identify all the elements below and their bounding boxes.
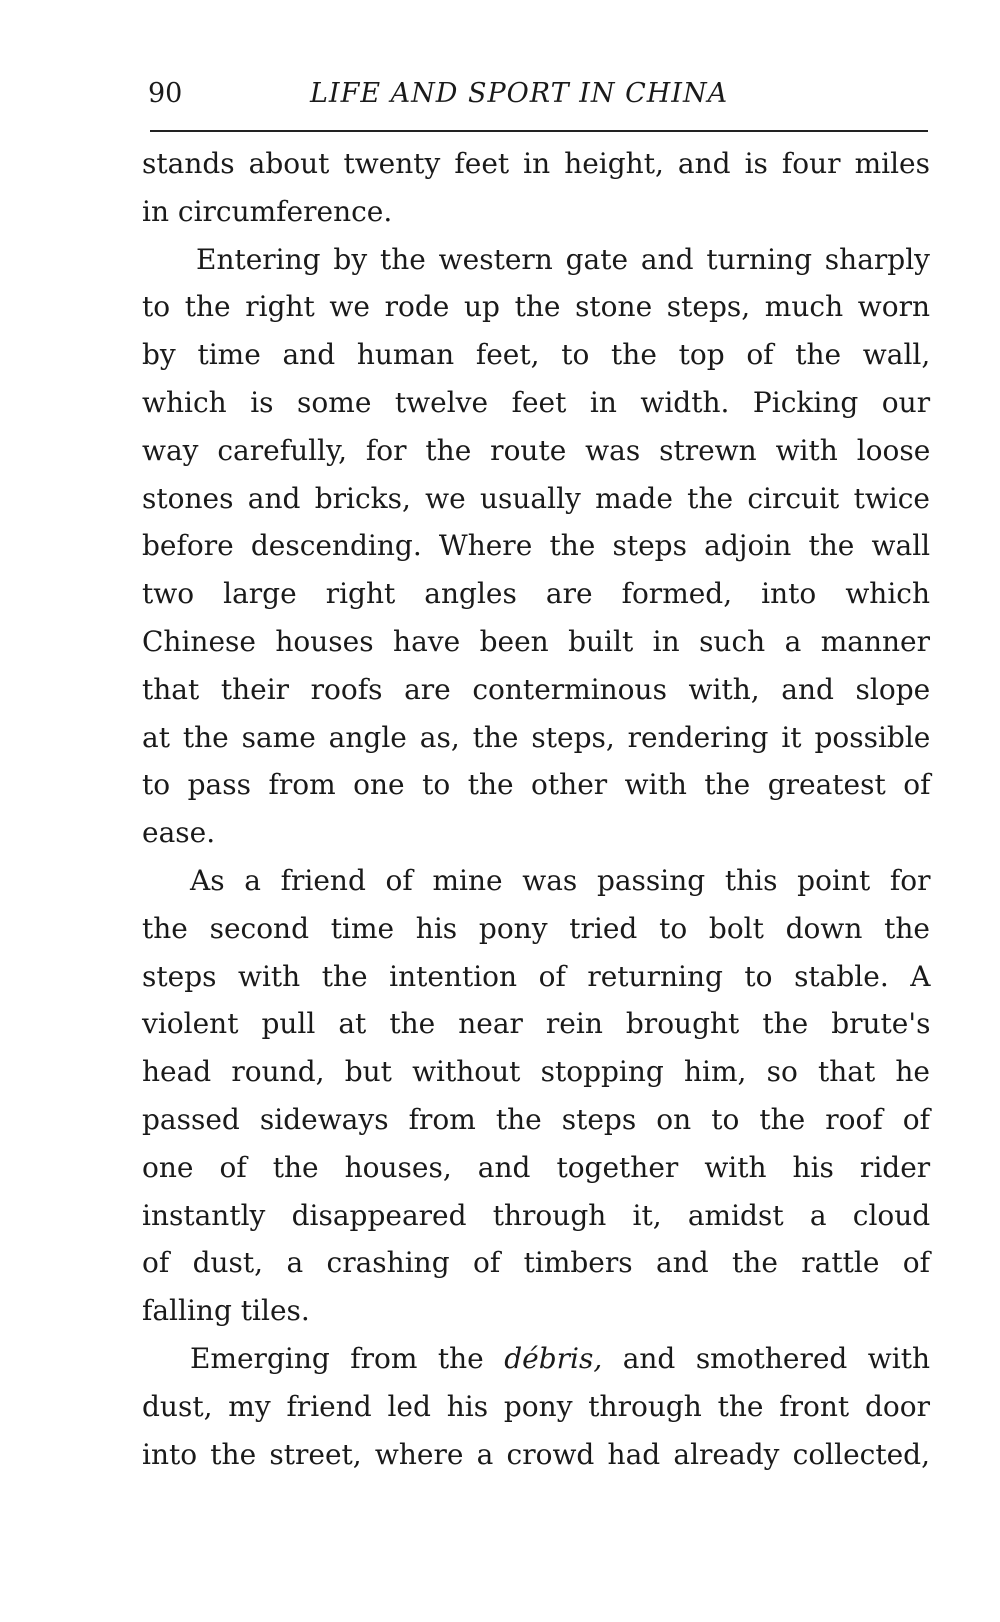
text-line: ease.: [142, 816, 216, 850]
text-line: by time and human feet, to the top of the wall,: [142, 338, 931, 372]
text-line: which is some twelve feet in width. Picking our: [142, 385, 931, 419]
text-line: violent pull at the near rein brought the brute's: [142, 1007, 931, 1041]
text-line: two large right angles are formed, into which: [142, 577, 930, 611]
text-line: that their roofs are conterminous with, and slope: [142, 672, 931, 706]
paragraph-4: [142, 1335, 930, 1478]
text-line: one of the houses, and together with his rider: [142, 1150, 931, 1184]
text-line: stones and bricks, we usually made the circuit twice: [142, 481, 930, 515]
text-fragment: Emerging from the: [190, 1341, 505, 1375]
text-line: to the right we rode up the stone steps, much worn: [142, 290, 930, 324]
running-title: LIFE AND SPORT IN CHINA: [310, 78, 729, 109]
paragraph-1: [142, 140, 930, 236]
text-line: steps with the intention of returning to stable. A: [142, 959, 931, 993]
italic-word: débris,: [504, 1341, 603, 1375]
paragraph-2: [142, 236, 930, 857]
text-line: head round, but without stopping him, so that he: [142, 1055, 930, 1089]
text-line: Chinese houses have been built in such a manner: [142, 624, 930, 658]
text-fragment: and smothered with: [602, 1341, 931, 1375]
page-header: [148, 74, 928, 114]
text-line: before descending. Where the steps adjoin the wall: [142, 529, 931, 563]
text-line: passed sideways from the steps on to the roof of: [142, 1102, 930, 1136]
text-line: instantly disappeared through it, amidst a cloud: [142, 1198, 931, 1232]
text-line: to pass from one to the other with the greatest of: [142, 768, 931, 802]
text-line: As a friend of mine was passing this point for: [190, 863, 931, 897]
text-line: into the street, where a crowd had already collected,: [142, 1437, 930, 1471]
text-line: [142, 1335, 930, 1383]
header-rule: [150, 130, 928, 132]
text-line: the second time his pony tried to bolt down the: [142, 911, 930, 945]
text-line: in circumference.: [142, 194, 393, 228]
body-text: [142, 140, 930, 1478]
text-line: way carefully, for the route was strewn with loose: [142, 433, 931, 467]
text-line: at the same angle as, the steps, rendering it possible: [142, 720, 931, 754]
text-line: stands about twenty feet in height, and is four miles: [142, 147, 930, 180]
paragraph-3: [142, 857, 930, 1335]
text-line: of dust, a crashing of timbers and the rattle of: [142, 1246, 930, 1280]
text-line: falling tiles.: [142, 1294, 310, 1328]
text-line: dust, my friend led his pony through the front door: [142, 1389, 930, 1423]
text-line: Entering by the western gate and turning sharply: [196, 242, 930, 276]
page-number: 90: [148, 78, 183, 109]
